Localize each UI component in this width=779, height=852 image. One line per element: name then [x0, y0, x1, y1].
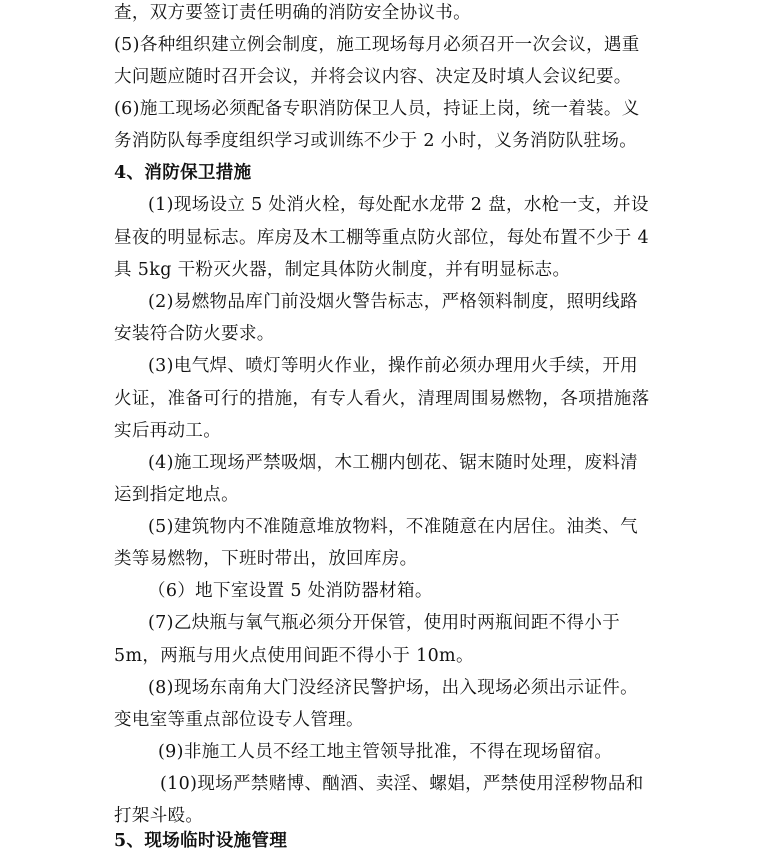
text-line: 变电室等重点部位设专人管理。 — [114, 710, 364, 730]
text-line: 实后再动工。 — [114, 421, 222, 441]
text-line: (9)非施工人员不经工地主管领导批准，不得在现场留宿。 — [158, 742, 613, 762]
text-line: 火证，准备可行的措施，有专人看火，清理周围易燃物，各项措施落 — [114, 389, 650, 409]
text-line: (6)施工现场必须配备专职消防保卫人员，持证上岗，统一着装。义 — [114, 99, 640, 119]
text-line: 运到指定地点。 — [114, 485, 239, 505]
section-heading: 5、现场临时设施管理 — [114, 831, 288, 851]
text-line: 昼夜的明显标志。库房及木工棚等重点防火部位，每处布置不少于 4 — [114, 228, 650, 248]
text-line: 安装符合防火要求。 — [114, 324, 275, 344]
text-line: (10)现场严禁赌博、酗酒、卖淫、螺娼，严禁使用淫秽物品和 — [160, 774, 644, 794]
text-line: 具 5kg 干粉灭火器，制定具体防火制度，并有明显标志。 — [114, 260, 571, 280]
text-line: (5)建筑物内不准随意堆放物料，不准随意在内居住。油类、气 — [148, 517, 638, 537]
text-line: （6）地下室设置 5 处消防器材箱。 — [148, 581, 433, 601]
text-line: 打架斗殴。 — [114, 806, 204, 826]
text-line: (2)易燃物品库门前没烟火警告标志，严格领料制度，照明线路 — [148, 292, 638, 312]
text-line: (1)现场设立 5 处消火栓，每处配水龙带 2 盘，水枪一支，并设 — [148, 195, 649, 215]
text-line: 类等易燃物，下班时带出，放回库房。 — [114, 549, 418, 569]
section-heading: 4、消防保卫措施 — [114, 163, 252, 183]
text-line: (7)乙炔瓶与氧气瓶必须分开保管，使用时两瓶间距不得小于 — [148, 613, 621, 633]
text-line: (3)电气焊、喷灯等明火作业，操作前必须办理用火手续，开用 — [148, 356, 638, 376]
text-line: 务消防队每季度组织学习或训练不少于 2 小时，义务消防队驻场。 — [114, 131, 638, 151]
text-line: 5m，两瓶与用火点使用间距不得小于 10m。 — [114, 646, 474, 666]
text-line: (8)现场东南角大门没经济民警护场，出入现场必须出示证件。 — [148, 678, 638, 698]
text-line: 查，双方要签订责任明确的消防安全协议书。 — [114, 3, 471, 23]
text-line: (5)各种组织建立例会制度，施工现场每月必须召开一次会议，遇重 — [114, 35, 640, 55]
text-line: (4)施工现场严禁吸烟，木工棚内刨花、锯末随时处理，废料清 — [148, 453, 638, 473]
text-line: 大问题应随时召开会议，并将会议内容、决定及时填人会议纪要。 — [114, 67, 632, 87]
